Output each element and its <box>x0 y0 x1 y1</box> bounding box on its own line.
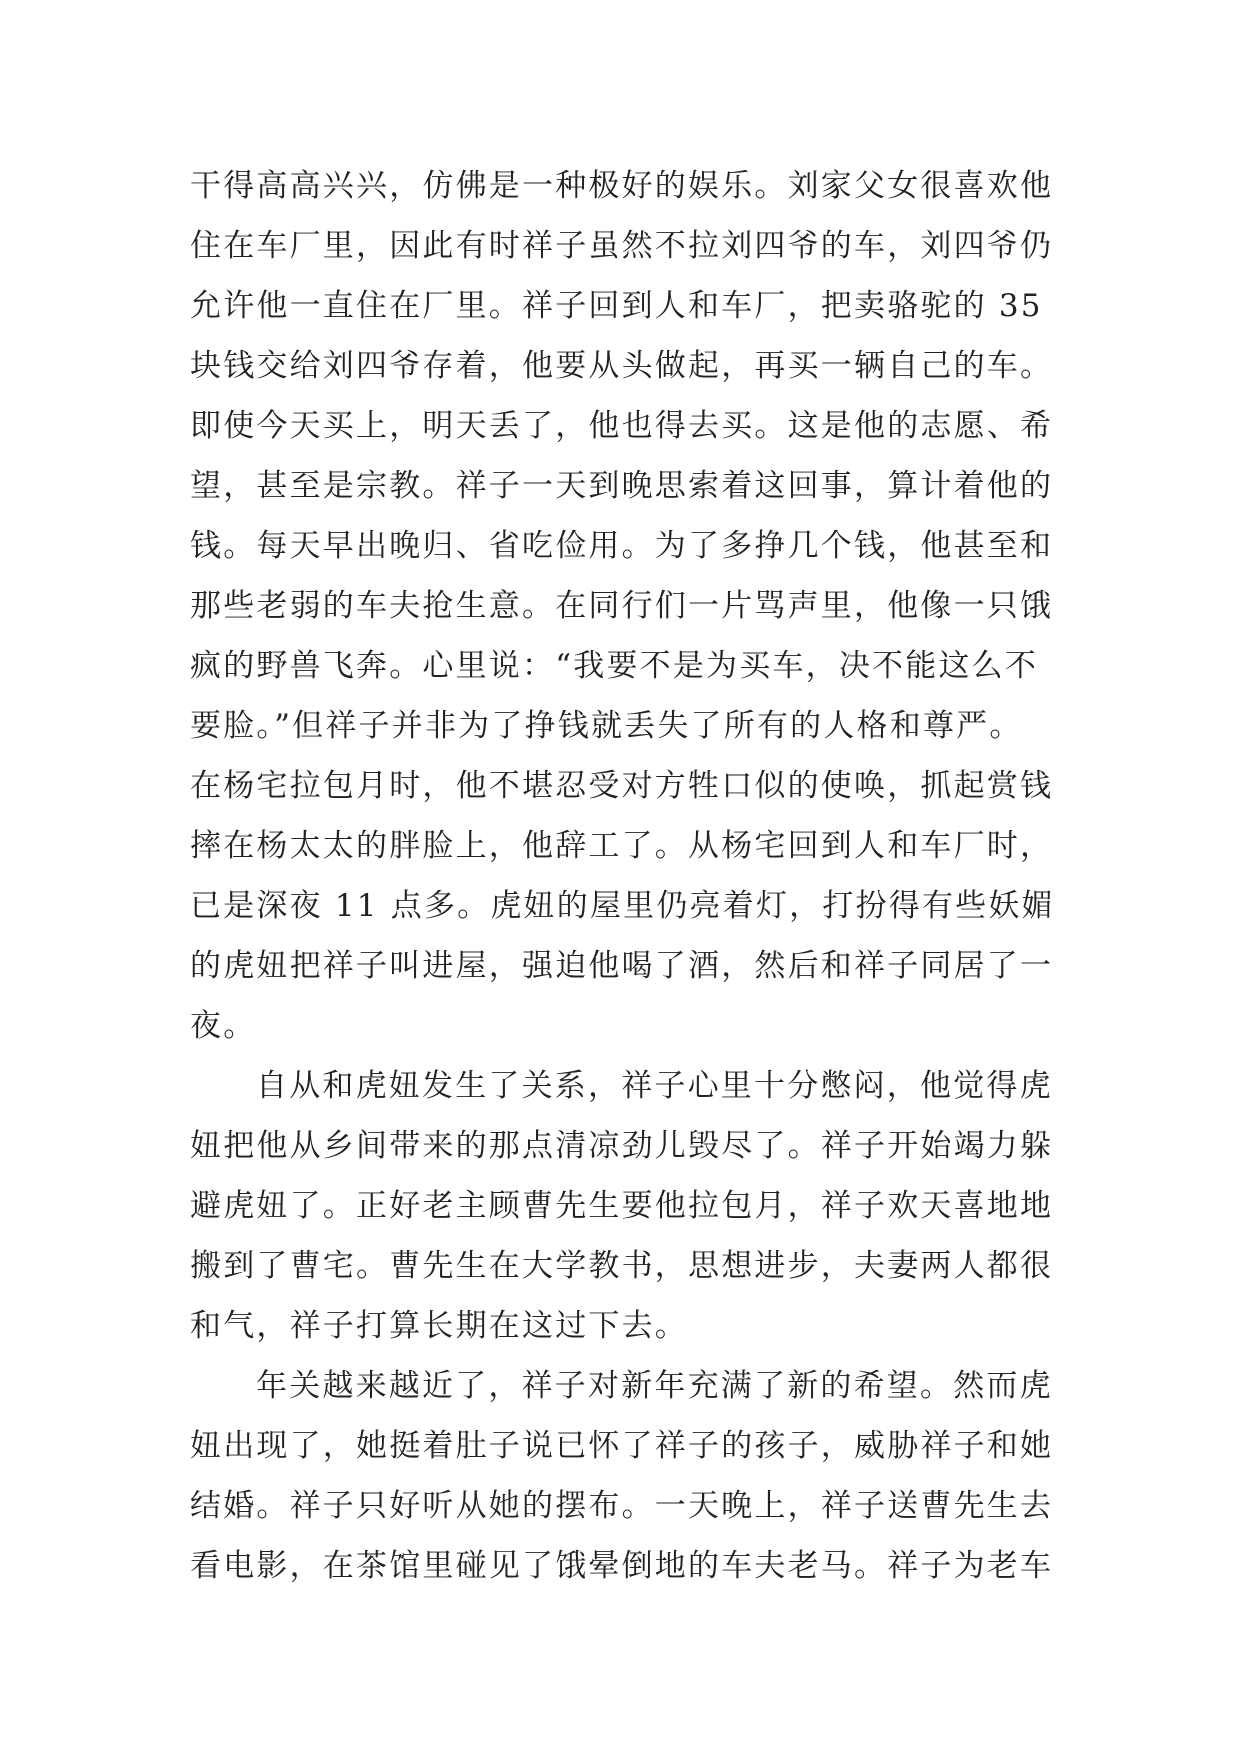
text-line: 夜。 <box>190 1008 257 1044</box>
body-text <box>190 156 1070 1596</box>
paragraph-first-line: 自从和虎妞发生了关系，祥子心里十分憋闷，他觉得虎 <box>256 1068 1053 1104</box>
text-line: 望，甚至是宗教。祥子一天到晚思索着这回事，算计着他的 <box>190 468 1054 504</box>
text-line: 钱。每天早出晚归、省吃俭用。为了多挣几个钱，他甚至和 <box>190 528 1054 564</box>
text-line: 住在车厂里，因此有时祥子虽然不拉刘四爷的车，刘四爷仍 <box>190 228 1054 264</box>
text-line: 搬到了曹宅。曹先生在大学教书，思想进步，夫妻两人都很 <box>190 1248 1054 1284</box>
text-line: 看电影，在茶馆里碰见了饿晕倒地的车夫老马。祥子为老车 <box>190 1548 1054 1584</box>
text-line: 结婚。祥子只好听从她的摆布。一天晚上，祥子送曹先生去 <box>190 1488 1054 1524</box>
text-line: 那些老弱的车夫抢生意。在同行们一片骂声里，他像一只饿 <box>190 588 1054 624</box>
text-line: 的虎妞把祥子叫进屋，强迫他喝了酒，然后和祥子同居了一 <box>190 948 1054 984</box>
text-line: 允许他一直住在厂里。祥子回到人和车厂，把卖骆驼的 35 <box>190 288 1043 324</box>
text-line: 已是深夜 11 点多。虎妞的屋里仍亮着灯，打扮得有些妖媚 <box>190 888 1055 924</box>
text-line: 妞出现了，她挺着肚子说已怀了祥子的孩子，威胁祥子和她 <box>190 1428 1054 1464</box>
text-line: 避虎妞了。正好老主顾曹先生要他拉包月，祥子欢天喜地地 <box>190 1188 1054 1224</box>
text-line: 摔在杨太太的胖脸上，他辞工了。从杨宅回到人和车厂时， <box>190 828 1054 864</box>
text-line: 干得高高兴兴，仿佛是一种极好的娱乐。刘家父女很喜欢他 <box>190 168 1054 204</box>
text-line: 疯的野兽飞奔。心里说：“我要不是为买车，决不能这么不 <box>190 648 1039 684</box>
text-line: 块钱交给刘四爷存着，他要从头做起，再买一辆自己的车。 <box>190 348 1054 384</box>
text-line: 要脸。”但祥子并非为了挣钱就丢失了所有的人格和尊严。 <box>190 708 1023 744</box>
text-line: 在杨宅拉包月时，他不堪忍受对方牲口似的使唤，抓起赏钱 <box>190 768 1054 804</box>
text-line: 即使今天买上，明天丢了，他也得去买。这是他的志愿、希 <box>190 408 1054 444</box>
text-line: 妞把他从乡间带来的那点清凉劲儿毁尽了。祥子开始竭力躲 <box>190 1128 1054 1164</box>
paragraph-first-line: 年关越来越近了，祥子对新年充满了新的希望。然而虎 <box>256 1368 1053 1404</box>
text-line: 和气，祥子打算长期在这过下去。 <box>190 1308 688 1344</box>
